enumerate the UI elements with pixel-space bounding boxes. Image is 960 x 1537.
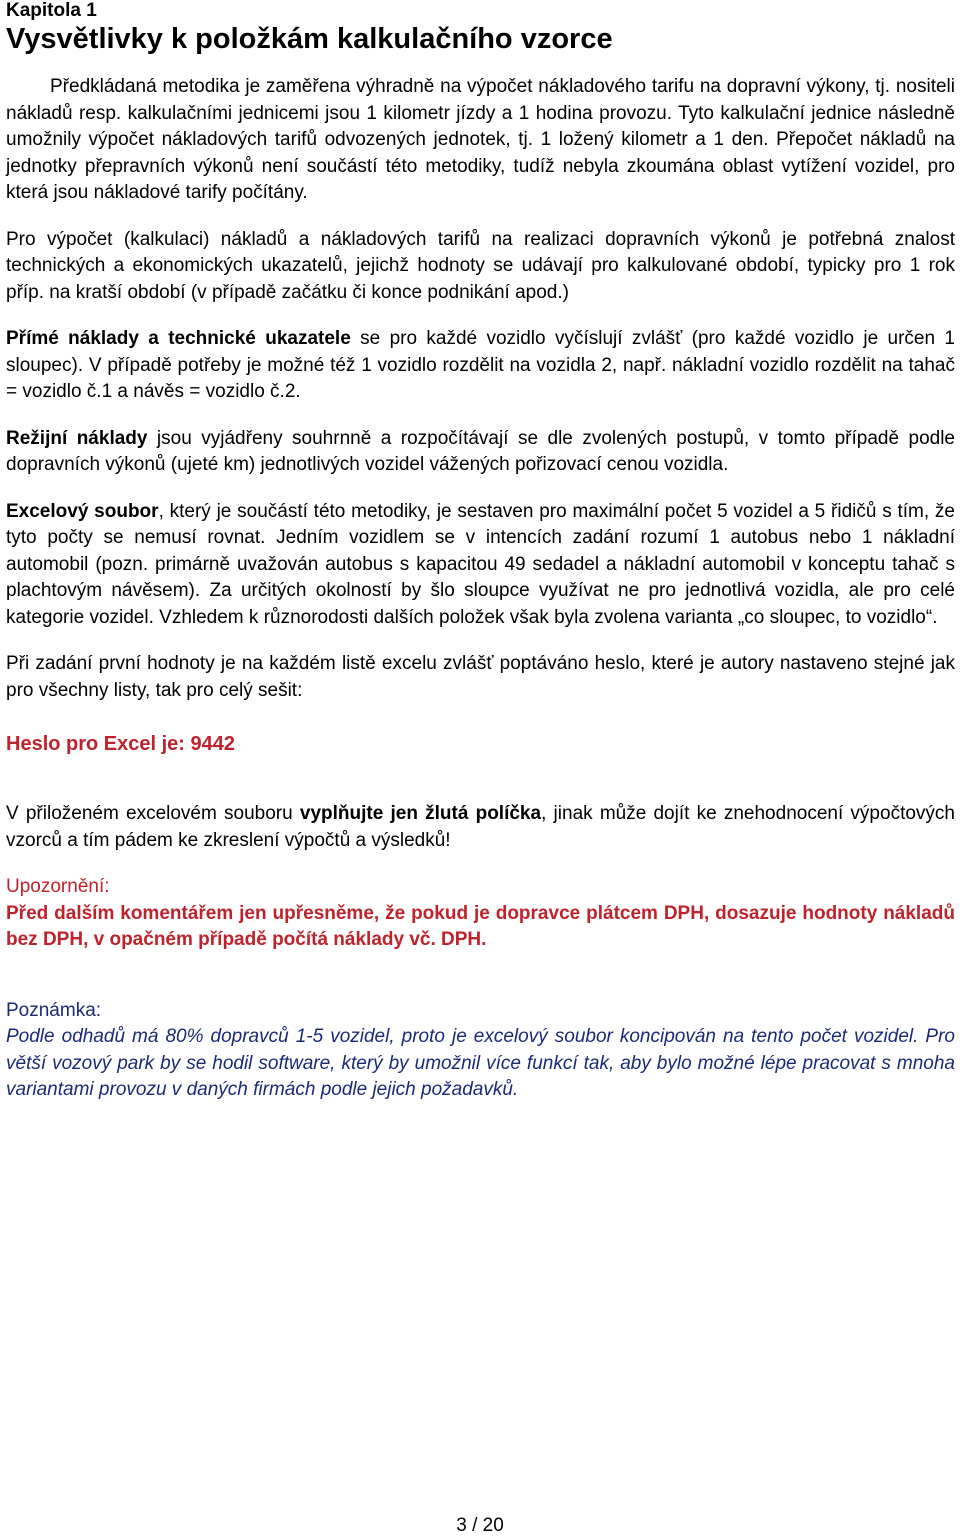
page-title: Vysvětlivky k položkám kalkulačního vzorce bbox=[6, 23, 613, 55]
yellow-cells-paragraph bbox=[6, 801, 955, 854]
password-line: Heslo pro Excel je: 9442 bbox=[6, 733, 236, 755]
excel-file-paragraph bbox=[6, 499, 955, 632]
overhead-costs-text: jsou vyjádřeny souhrnně a rozpočítávají se dle zvolených postupů, v tomto případě podle dopravních výkonů (ujeté km) jednotlivých vozidel vážených pořizovací cenou vozidla. bbox=[6, 427, 955, 475]
note-text: Podle odhadů má 80% dopravců 1-5 vozidel, proto je excelový soubor koncipován na tento počet vozidel. Pro větší vozový park by se hodil software, který by umožnil více funkcí tak, aby bylo možné lépe pracovat s mnoha variantami provozu v daných firmách podle jejich požadavků. bbox=[6, 1026, 955, 1100]
direct-costs-paragraph bbox=[6, 326, 955, 406]
yellow-cells-emphasis: vyplňujte jen žlutá políčka bbox=[299, 803, 542, 824]
warning-label: Upozornění: bbox=[6, 876, 110, 897]
excel-file-text: , který je součástí této metodiky, je sestaven pro maximální počet 5 vozidel a 5 řidičů s tím, že tyto počty se nemusí rovnat. Jedním vozidlem se v intencích zadání rozumí 1 autobus nebo 1 nákladní automobil (pozn. primárně uvažován autobus s kapacitou 49 sedadel a nákladní automobil v konceptu tahač s plachtovým návěsem). Za určitých okolností by šlo sloupce využívat ne pro jednotlivá vozidla, ale pro celé kategorie vozidel. Vzhledem k různorodosti dalších položek však byla zvolena varianta „co sloupec, to vozidlo“. bbox=[6, 500, 955, 628]
page-number: 3 / 20 bbox=[456, 1515, 504, 1536]
yellow-cells-text-pre: V přiloženém excelovém souboru bbox=[6, 803, 300, 824]
password-paragraph: Při zadání první hodnoty je na každém listě excelu zvlášť poptáváno heslo, které je autory nastaveno stejné jak pro všechny listy, tak pro celý sešit: bbox=[6, 653, 955, 701]
direct-costs-text: se pro každé vozidlo vyčíslují zvlášť (pro každé vozidlo je určen 1 sloupec). V případě potřeby je možné též 1 vozidlo rozdělit na vozidla 2, např. nákladní vozidlo rozdělit na tahač = vozidlo č.1 a návěs = vozidlo č.2. bbox=[6, 328, 955, 402]
warning-text: Před dalším komentářem jen upřesněme, že pokud je dopravce plátcem DPH, dosazuje hodnoty nákladů bez DPH, v opačném případě počítá náklady vč. DPH. bbox=[6, 902, 955, 950]
intro-paragraph: Předkládaná metodika je zaměřena výhradně na výpočet nákladového tarifu na dopravní výkony, tj. nositeli nákladů resp. kalkulačními jednicemi jsou 1 kilometr jízdy a 1 hodina provozu. Tyto kalkulační jednice následně umožnily výpočet nákladových tarifů odvozených jednotek, tj. 1 ložený kilometr a 1 den. Přepočet nákladů na jednotky přepravních výkonů není součástí této metodiky, tudíž nebyla zkoumána oblast vytížení vozidel, pro která jsou nákladové tarify počítány. bbox=[6, 76, 955, 203]
chapter-label: Kapitola 1 bbox=[6, 0, 97, 21]
page-content bbox=[6, 0, 955, 1104]
calculation-paragraph: Pro výpočet (kalkulaci) nákladů a nákladových tarifů na realizaci dopravních výkonů je potřebná znalost technických a ekonomických ukazatelů, jejichž hodnoty se udávají pro kalkulované období, typicky pro 1 rok příp. na kratší období (v případě začátku či konce podnikání apod.) bbox=[6, 228, 955, 303]
overhead-costs-paragraph bbox=[6, 426, 955, 479]
yellow-cells-text-post: , jinak může dojít ke znehodnocení výpočtových vzorců a tím pádem ke zkreslení výpočtů a výsledků! bbox=[6, 803, 955, 851]
page-footer bbox=[0, 1515, 960, 1537]
excel-file-term: Excelový soubor bbox=[6, 500, 159, 522]
overhead-costs-term: Režijní náklady bbox=[6, 427, 148, 449]
note-label: Poznámka: bbox=[6, 999, 102, 1021]
direct-costs-term: Přímé náklady a technické ukazatele bbox=[6, 328, 351, 349]
